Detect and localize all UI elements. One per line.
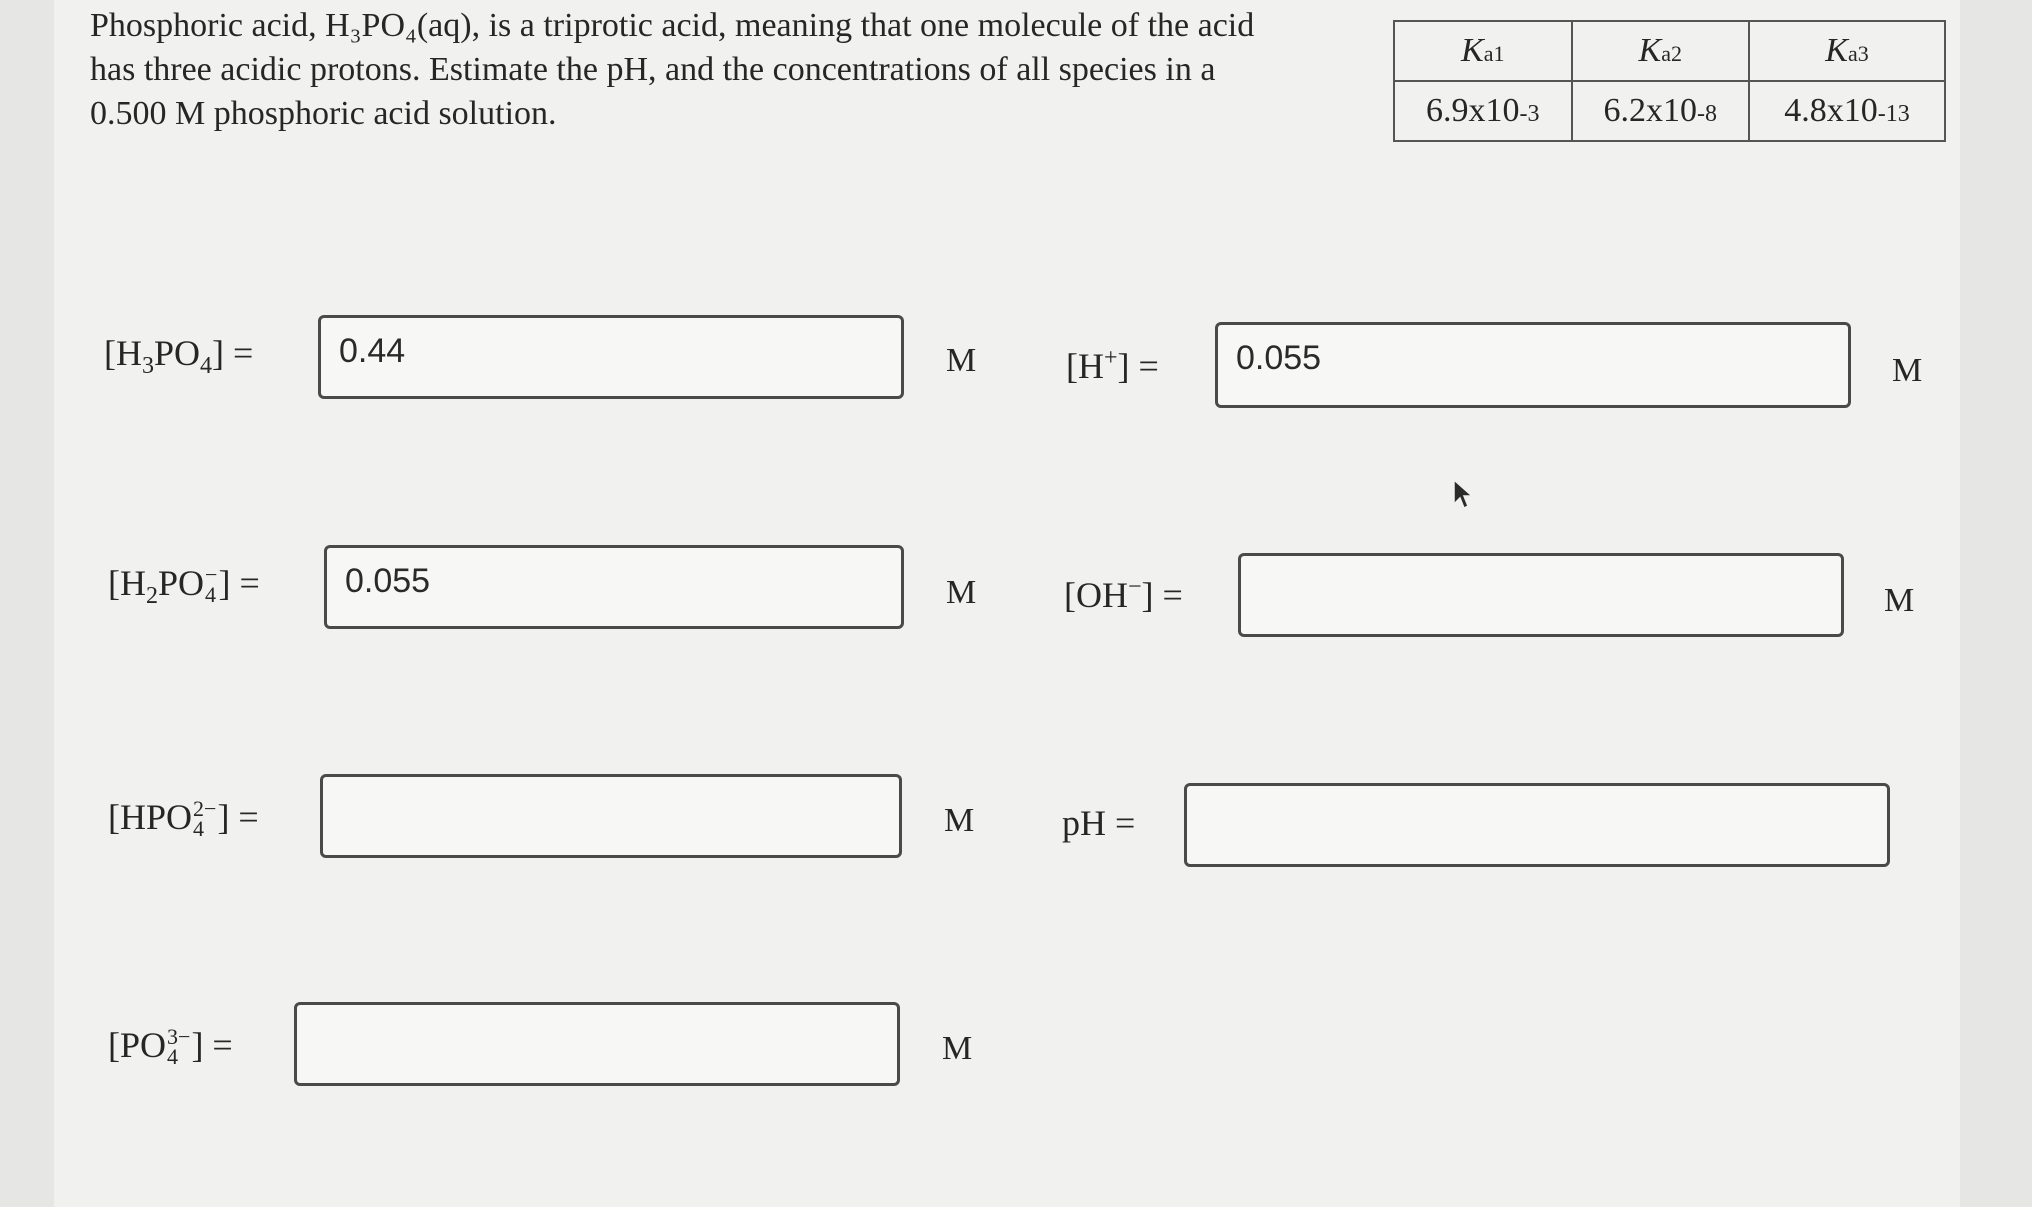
hpo4-unit: M bbox=[944, 802, 975, 839]
h-plus-label: [H+] = bbox=[1066, 345, 1159, 386]
ka1-header: K a1 bbox=[1394, 21, 1572, 81]
h2po4-input[interactable]: 0.055 bbox=[324, 545, 904, 629]
hpo4-input[interactable] bbox=[320, 774, 902, 858]
po4-input[interactable] bbox=[294, 1002, 900, 1086]
h3po4-input[interactable]: 0.44 bbox=[318, 315, 904, 399]
h3po4-label: $[H_3PO_4]$ = bbox=[104, 333, 254, 380]
ka3-header: K a3 bbox=[1749, 21, 1945, 81]
question-line-2: has three acidic protons. Estimate the pH, and the concentrations of all species in a bbox=[90, 51, 1216, 88]
mouse-pointer-icon bbox=[1452, 478, 1472, 510]
question-text bbox=[90, 4, 1370, 136]
question-line-3: 0.500 M phosphoric acid solution. bbox=[90, 95, 557, 132]
question-line-1: Phosphoric acid, H₃PO₄(aq), is a triprotic acid, meaning that one molecule of the acid bbox=[90, 7, 1255, 44]
h2po4-label: [$H_2PO$ − 4 ] = bbox=[108, 561, 260, 610]
ka2-header: K a2 bbox=[1572, 21, 1750, 81]
oh-unit: M bbox=[1884, 582, 1915, 619]
ka-value-row bbox=[1394, 81, 1945, 141]
oh-label: [OH−] = bbox=[1064, 574, 1183, 615]
ph-label: pH = bbox=[1062, 803, 1136, 843]
ka2-value: 6.2x10 -8 bbox=[1572, 81, 1750, 141]
h-plus-input[interactable]: 0.055 bbox=[1215, 322, 1851, 408]
h-plus-unit: M bbox=[1892, 352, 1923, 389]
ka-table bbox=[1393, 20, 1946, 142]
po4-unit: M bbox=[942, 1030, 973, 1067]
ka1-value: 6.9x10 -3 bbox=[1394, 81, 1572, 141]
hpo4-label: [HPO 2− 4 ] = bbox=[108, 795, 259, 841]
ka-header-row bbox=[1394, 21, 1945, 81]
h2po4-unit: M bbox=[946, 574, 977, 611]
h3po4-unit: M bbox=[946, 342, 977, 379]
ph-input[interactable] bbox=[1184, 783, 1890, 867]
po4-label: [PO 3− 4 ] = bbox=[108, 1023, 233, 1069]
ka3-value: 4.8x10 -13 bbox=[1749, 81, 1945, 141]
oh-input[interactable] bbox=[1238, 553, 1844, 637]
